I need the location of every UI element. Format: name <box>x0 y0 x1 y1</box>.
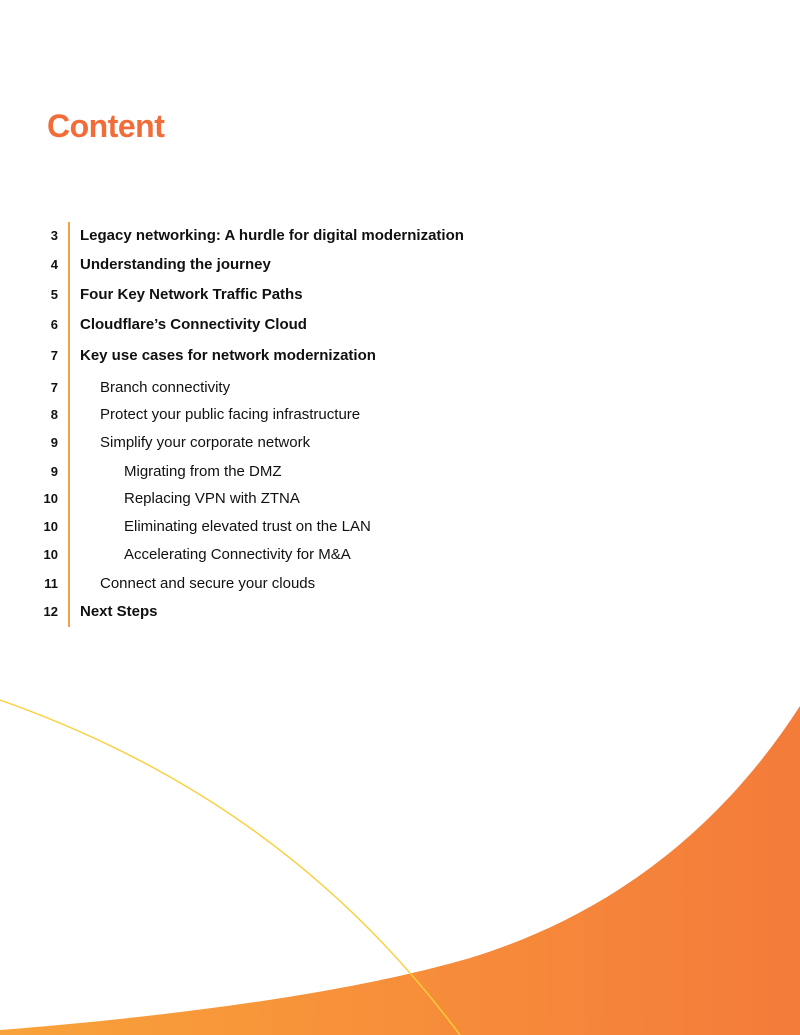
toc-page-number: 7 <box>50 348 58 363</box>
toc-entry-label: Replacing VPN with ZTNA <box>124 490 300 507</box>
toc-page-number: 5 <box>50 287 58 302</box>
toc-page-number: 10 <box>43 491 58 506</box>
orange-wave-shape <box>0 706 800 1035</box>
toc-page-number: 4 <box>50 257 58 272</box>
toc-entry-label: Eliminating elevated trust on the LAN <box>124 518 371 535</box>
toc-entry-label: Migrating from the DMZ <box>124 463 282 480</box>
toc-page-number: 10 <box>43 547 58 562</box>
toc-page-number: 10 <box>43 519 58 534</box>
toc-page-number: 9 <box>50 464 58 479</box>
page-title: Content <box>47 108 165 144</box>
toc-entry-label: Four Key Network Traffic Paths <box>80 286 303 303</box>
toc-entry-label: Accelerating Connectivity for M&A <box>124 546 351 563</box>
yellow-arc-line <box>0 700 460 1035</box>
toc-entry-label: Legacy networking: A hurdle for digital modernization <box>80 227 464 244</box>
toc-entry-label: Protect your public facing infrastructure <box>100 406 361 423</box>
toc-page-number: 8 <box>50 407 58 422</box>
toc-page-number: 7 <box>50 380 58 395</box>
toc-page-number: 3 <box>50 228 58 243</box>
toc-entry-label: Branch connectivity <box>100 379 231 396</box>
toc-entry-label: Cloudflare’s Connectivity Cloud <box>80 316 307 333</box>
toc-entry-label: Understanding the journey <box>80 256 271 273</box>
toc-entry-label: Connect and secure your clouds <box>100 575 316 592</box>
toc-entry-label: Simplify your corporate network <box>100 434 311 451</box>
toc-page-number: 9 <box>50 435 58 450</box>
toc-page-number: 12 <box>43 604 58 619</box>
toc-divider-bar <box>68 222 70 627</box>
toc-page-number: 6 <box>50 317 58 332</box>
toc-entry-label: Next Steps <box>80 603 158 620</box>
toc-entry-label: Key use cases for network modernization <box>80 347 376 364</box>
toc-page-number: 11 <box>44 576 58 591</box>
